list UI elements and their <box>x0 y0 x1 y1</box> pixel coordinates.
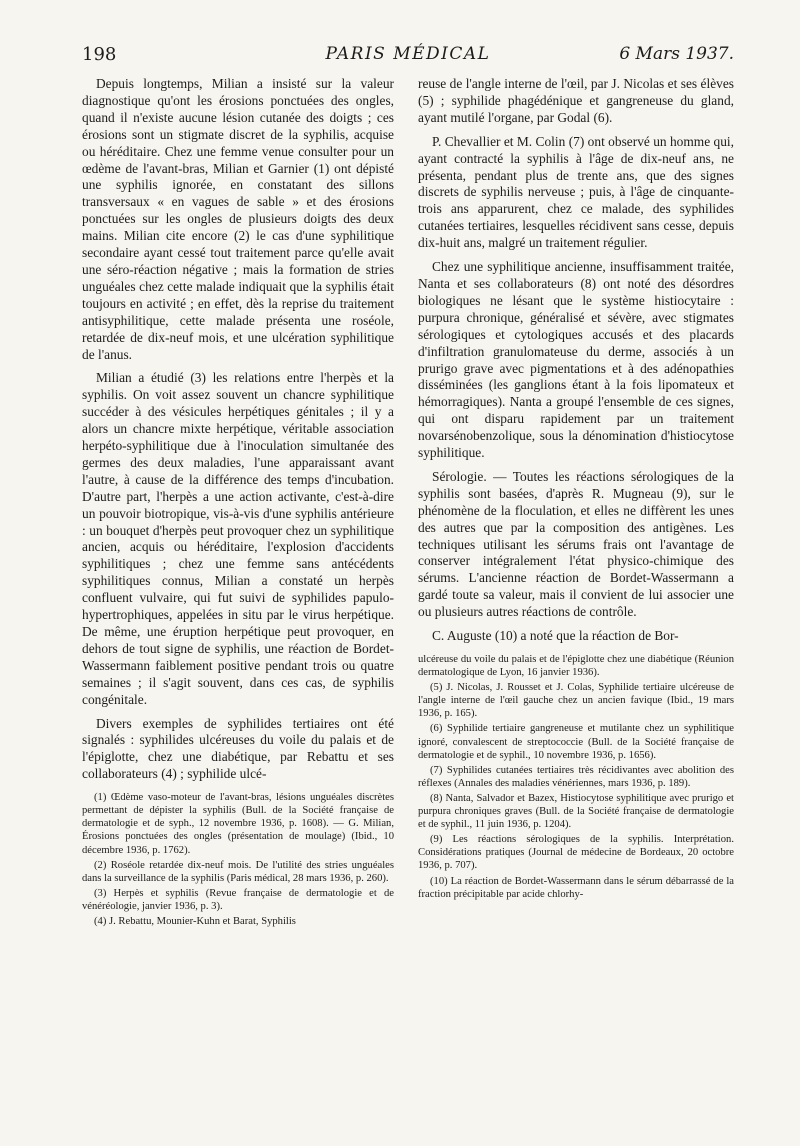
footnote-7: (7) Syphilides cutanées tertiaires très récidivantes avec abolition des réflexes (Annales des maladies vénériennes, mars 1936, p. 189). <box>418 764 734 789</box>
paragraph-ongles: Depuis longtemps, Milian a insisté sur la valeur diagnostique qu'ont les érosions ponctuées des ongles, quand il n'existe aucune lésion cutanée des doigts ; ces érosions sont un stigmate discret de la syphilis, acquise ou héréditaire. Chez une femme venue consulter pour un œdème de l'avant-bras, Milian et Garnier (1) ont dépisté une syphilis ignorée, en constatant des sillons transversaux « en vagues de sable » et des érosions ponctuées sur les ongles de plusieurs doigts des deux mains. Milian cite encore (2) le cas d'une syphilitique secondaire ayant cessé tout traitement parce qu'elle avait une séro-réaction négative ; mais la formation de stries unguéales chez cette malade indiquait que la syphilis était toujours en activité ; en effet, dès la reprise du traitement antisyphilitique, cette malade présenta une roséole, retardée de dix-neuf mois, et une ulcération syphilitique de l'anus. <box>82 76 394 362</box>
running-header <box>82 44 734 70</box>
paragraph-continuation: reuse de l'angle interne de l'œil, par J. Nicolas et ses élèves (5) ; syphilide phagédénique et gangreneuse du gland, ayant mutilé l'organe, par Godal (6). <box>418 76 734 125</box>
journal-title: PARIS MÉDICAL <box>325 44 491 64</box>
footnote-6: (6) Syphilide tertiaire gangreneuse et mutilante chez un syphilitique ignoré, convalescent de streptococcie (Bull. de la Société française de dermatologie et de syphil., 10 novembre 1936, p. 1656). <box>418 723 734 761</box>
left-footnotes <box>82 791 394 928</box>
paragraph-syphilides-tertiaires: Divers exemples de syphilides tertiaires ont été signalés : syphilides ulcéreuses du voile du palais et de l'épiglotte, chez une diabétique, par Rebattu et ses collaborateurs (4) ; syphilide ulcé- <box>82 715 394 782</box>
page-number: 198 <box>82 44 117 65</box>
footnote-9: (9) Les réactions sérologiques de la syphilis. Interprétation. Considérations pratiques (Journal de médecine de Bordeaux, 20 octobre 1936, p. 707). <box>418 834 734 872</box>
right-footnotes <box>418 653 734 901</box>
footnote-1: (1) Œdème vaso-moteur de l'avant-bras, lésions unguéales discrètes permettant de dépister la syphilis (Bull. de la Société française de dermatologie et de syph., 12 novembre 1936, p. 1608). — G. Milian, Érosions ponctuées des ongles (présentation de moulage) (Ibid., 10 décembre 1936, p. 1762). <box>82 792 394 856</box>
paragraph-nanta: Chez une syphilitique ancienne, insuffisamment traitée, Nanta et ses collaborateurs (8) ont noté des désordres biologiques ne lésant que le système histiocytaire : purpura chronique, généralisé et sévère, avec stigmates sérologiques et cytologiques accusés et des placards d'infiltration granulomateuse du derme, associés à un prurigo grave avec pigmentations et à des adénopathies disséminées (les ganglions étant à la fois lipomateux et hémorragiques). Nanta a groupé l'ensemble de ces signes, qui ont disparu rapidement par un traitement novarsénobenzolique, sous la dénomination d'histiocytose syphilitique. <box>418 259 734 461</box>
footnote-4: (4) J. Rebattu, Mounier-Kuhn et Barat, Syphilis <box>94 916 296 927</box>
footnote-5: (5) J. Nicolas, J. Rousset et J. Colas, Syphilide tertiaire ulcéreuse de l'angle interne de l'œil gauche chez un ancien favique (Ibid., 19 mars 1936, p. 165). <box>418 682 734 720</box>
footnote-2: (2) Roséole retardée dix-neuf mois. De l'utilité des stries unguéales dans la surveillance de la syphilis (Paris médical, 28 mars 1936, p. 260). <box>82 859 394 884</box>
footnote-4-continued: ulcéreuse du voile du palais et de l'épiglotte chez une diabétique (Réunion dermatologique de Lyon, 16 janvier 1936). <box>418 654 734 679</box>
footnote-8: (8) Nanta, Salvador et Bazex, Histiocytose syphilitique avec prurigo et purpura chroniques graves (Bull. de la Société française de dermatologie et de syphil., 11 juin 1936, p. 1204). <box>418 792 734 831</box>
paragraph-herpes: Milian a étudié (3) les relations entre l'herpès et la syphilis. On voit assez souvent un chancre syphilitique succéder à des vésicules herpétiques génitales ; il y a alors un chancre mixte herpétique, véritable association herpéto-syphilitique due à l'inoculation simultanée des germes des deux maladies, l'une apparaissant avant l'autre, à cause de la différence des temps d'incubation. D'autre part, l'herpès a une action activante, c'est-à-dire un pouvoir biotropique, vis-à-vis d'une syphilis antérieure : un bouquet d'herpès peut provoquer chez un syphilitique ancien, acquis ou héréditaire, l'explosion d'accidents syphilitiques ; chez une femme sans antécédents syphilitiques connus, Milian a constaté un herpès confluent vulvaire, qui fut suivi de syphilides papulo-hypertrophiques, appelées in situ par le virus herpétique. De même, une éruption herpétique peut provoquer, en dehors de tout signe de syphilis, une réaction de Bordet-Wassermann faiblement positive pendant trois ou quatre semaines ; il s'agit souvent, dans ces cas, de syphilis congénitale. <box>82 370 394 707</box>
footnote-3: (3) Herpès et syphilis (Revue française de dermatologie et de vénéréologie, janvier 1936, p. 3). <box>82 887 394 912</box>
paragraph-chevallier: P. Chevallier et M. Colin (7) ont observé un homme qui, ayant contracté la syphilis à l'âge de dix-neuf ans, ne présenta, pendant plus de trente ans, que des signes discrets de syphilis nerveuse ; puis, à l'âge de cinquante-trois ans apparurent, chez ce malade, des syphilides cutanées tertiaires, lesquelles récidivent sans cesse, depuis dix-huit ans, malgré un traitement régulier. <box>418 133 734 251</box>
paragraph-serologie: Sérologie. — Toutes les réactions sérologiques de la syphilis sont basées, d'après R. Mugneau (9), sur le phénomène de la floculation, et elles ne diffèrent les unes des autres que par la composition des antigènes. Les techniques utilisant les sérums frais ont l'avantage de conserver intégralement l'état physico-chimique des sérums. L'ancienne réaction de Bordet-Wassermann a gardé toute sa valeur, mais il convient de lui associer une ou plusieurs autres réactions de contrôle. <box>418 468 734 620</box>
issue-date: 6 Mars 1937. <box>619 44 734 64</box>
left-column <box>82 76 394 930</box>
right-column <box>418 76 734 903</box>
paragraph-auguste: C. Auguste (10) a noté que la réaction de Bor- <box>432 628 679 644</box>
footnote-10: (10) La réaction de Bordet-Wassermann dans le sérum débarrassé de la fraction précipitable par acide chlorhy- <box>418 875 734 900</box>
